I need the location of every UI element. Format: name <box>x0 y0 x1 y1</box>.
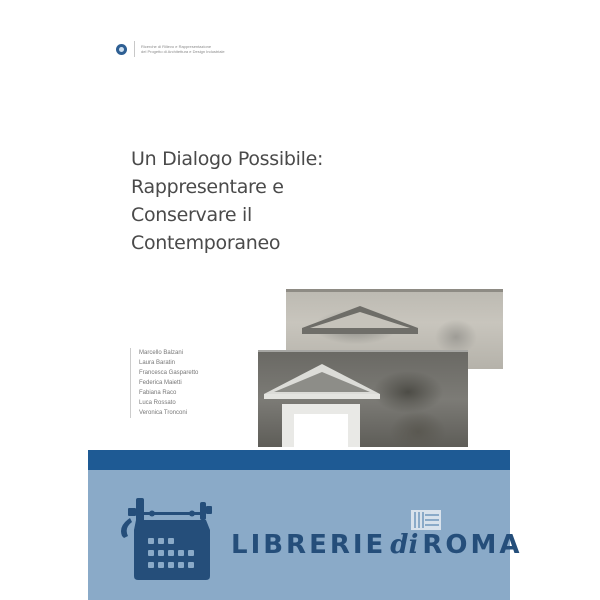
author-name: Laura Baratin <box>139 360 176 366</box>
brand-roma: ROMA <box>422 530 523 560</box>
librerie-di-roma-watermark <box>88 450 523 600</box>
title-line-1: Un Dialogo Possibile: <box>131 148 324 170</box>
author-name: Fabiana Raco <box>139 390 177 396</box>
series-name <box>141 44 225 54</box>
series-line-2: del Progetto di Architettura e Design Industriale <box>141 49 225 54</box>
book-title <box>131 145 391 257</box>
author-name: Francesca Gasparetto <box>139 370 199 376</box>
series-logo-icon <box>116 44 127 55</box>
title-line-3: Conservare il <box>131 204 253 226</box>
title-line-4: Contemporaneo <box>131 232 281 254</box>
facade-photo-front <box>258 350 468 447</box>
brand-name <box>231 530 522 560</box>
author-name: Luca Rossato <box>139 400 176 406</box>
brand-librerie: LIBRERIE <box>231 530 387 560</box>
author-name: Marcello Balzani <box>139 350 184 356</box>
pediment-inner-shape <box>310 312 410 328</box>
series-header <box>116 41 225 57</box>
watermark-top-stripe <box>88 450 510 470</box>
author-name: Veronica Tronconi <box>139 410 188 416</box>
title-line-2: Rappresentare e <box>131 176 284 198</box>
series-line-1: Ricerche di Rilievo e Rappresentazione <box>141 44 212 49</box>
door-opening-shape <box>294 414 348 447</box>
cornice-shape <box>264 394 380 399</box>
brand-di: di <box>390 530 419 560</box>
series-divider <box>134 41 135 57</box>
cornice-shape <box>302 328 418 334</box>
pediment-inner-shape <box>274 372 370 392</box>
author-name: Federica Maietti <box>139 380 182 386</box>
typewriter-icon <box>118 498 218 580</box>
publisher-logo-icon <box>411 510 441 530</box>
author-list <box>130 348 198 418</box>
